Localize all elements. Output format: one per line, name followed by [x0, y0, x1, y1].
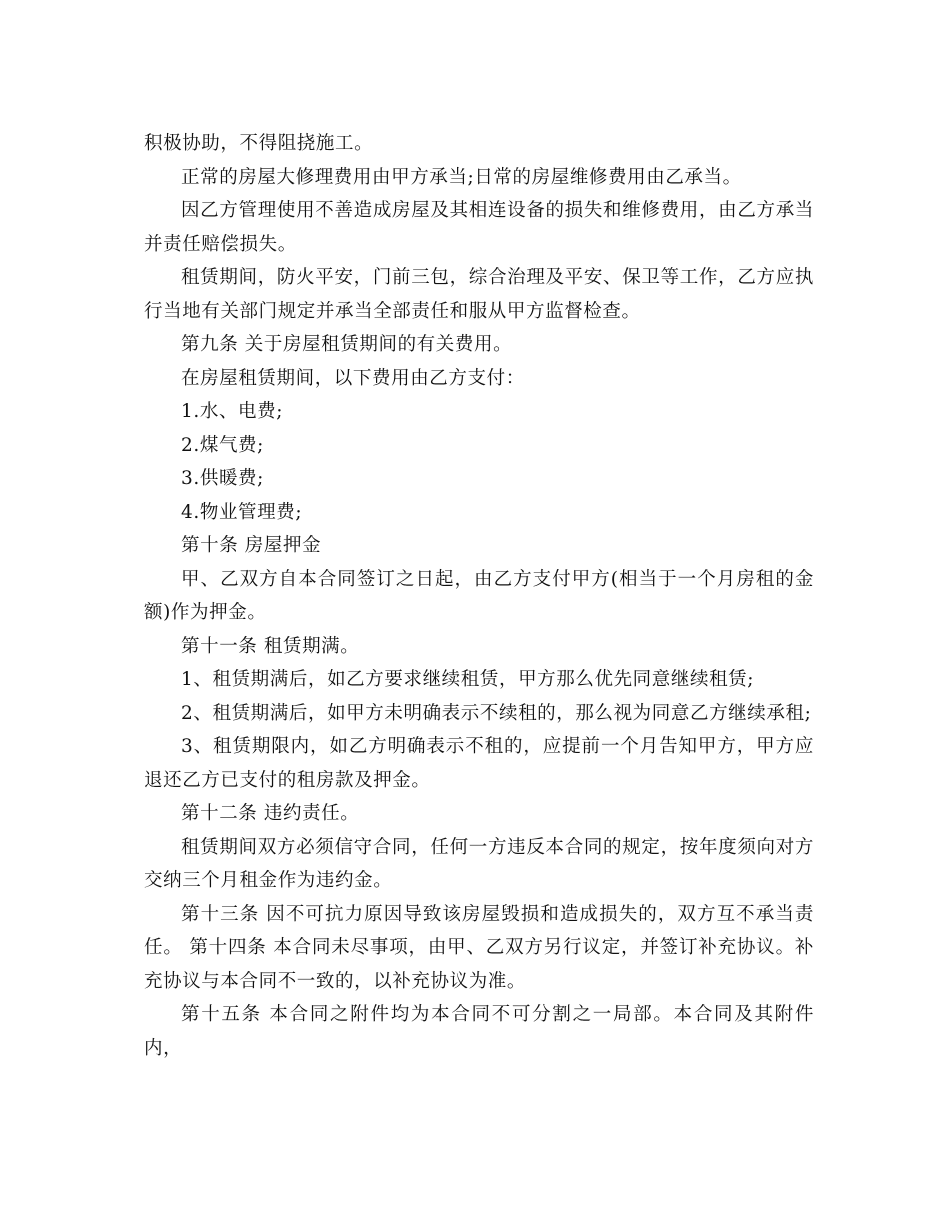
paragraph: 第十五条 本合同之附件均为本合同不可分割之一局部。本合同及其附件内，: [144, 1004, 814, 1059]
list-item: 4.物业管理费;: [181, 501, 303, 523]
paragraph: 在房屋租赁期间，以下费用由乙方支付：: [181, 367, 525, 389]
section-heading: 第十条 房屋押金: [181, 535, 322, 556]
list-item: 1、租赁期满后，如乙方要求继续租赁，甲方那么优先同意继续租赁;: [181, 669, 755, 690]
list-item: 2.煤气费;: [181, 434, 264, 456]
paragraph: 第十三条 因不可抗力原因导致该房屋毁损和造成损失的，双方互不承当责任。 第十四条 本合同未尽事项，由甲、乙双方另行议定，并签订补充协议。补充协议与本合同不一致的，以补充协议为准。: [144, 903, 814, 992]
paragraph: 因乙方管理使用不善造成房屋及其相连设备的损失和维修费用，由乙方承当并责任赔偿损失。: [144, 200, 814, 255]
paragraph: 租赁期间，防火平安，门前三包，综合治理及平安、保卫等工作，乙方应执行当地有关部门规定并承当全部责任和服从甲方监督检查。: [144, 267, 814, 322]
list-item: 3、租赁期限内，如乙方明确表示不租的，应提前一个月告知甲方，甲方应退还乙方已支付的租房款及押金。: [144, 736, 814, 791]
paragraph: 正常的房屋大修理费用由甲方承当;日常的房屋维修费用由乙承当。: [181, 166, 742, 188]
section-heading: 第九条 关于房屋租赁期间的有关费用。: [181, 334, 513, 355]
document-body: [144, 127, 814, 1065]
list-item: 2、租赁期满后，如甲方未明确表示不续租的，那么视为同意乙方继续承租;: [181, 702, 812, 724]
section-heading: 第十二条 违约责任。: [181, 803, 360, 824]
list-item: 3.供暖费;: [181, 468, 264, 489]
paragraph: 租赁期间双方必须信守合同，任何一方违反本合同的规定，按年度须向对方交纳三个月租金作为违约金。: [144, 836, 814, 891]
list-item: 1.水、电费;: [181, 401, 284, 422]
paragraph: 积极协助，不得阻挠施工。: [144, 133, 374, 154]
section-heading: 第十一条 租赁期满。: [181, 635, 360, 657]
paragraph: 甲、乙双方自本合同签订之日起，由乙方支付甲方(相当于一个月房租的金额)作为押金。: [144, 568, 814, 623]
